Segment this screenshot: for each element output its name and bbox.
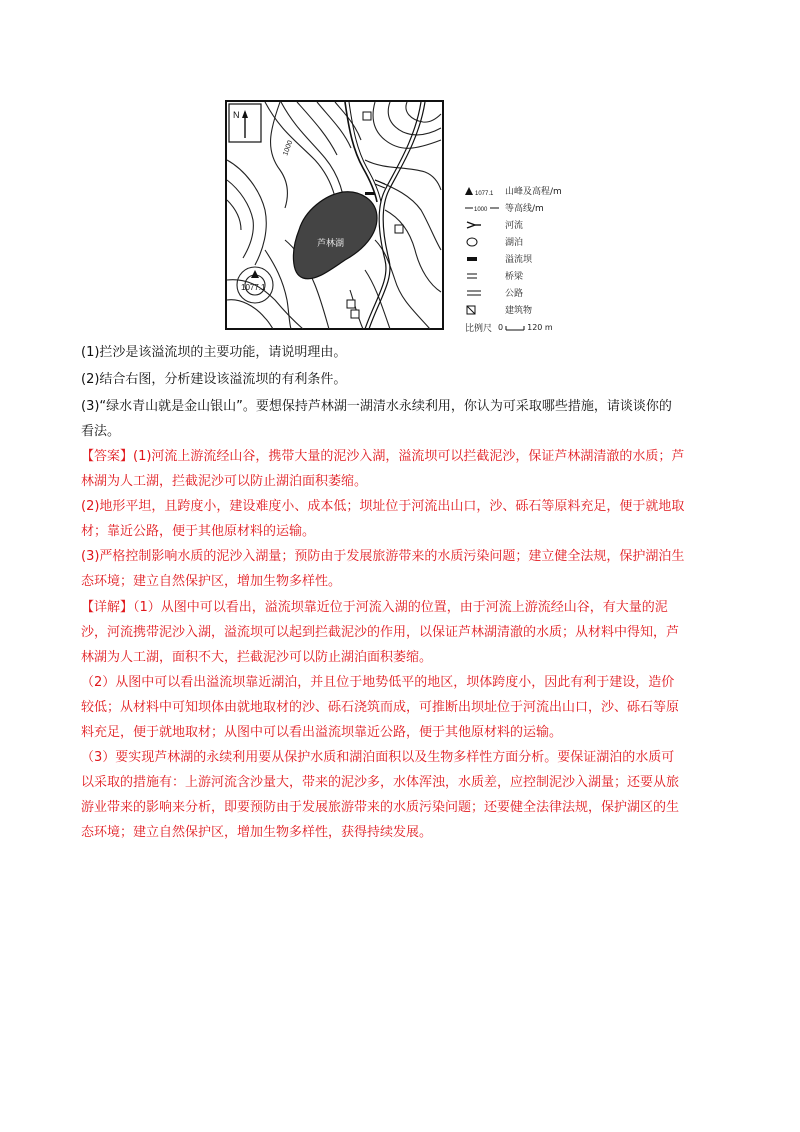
scale-label: 比例尺 [465, 324, 493, 334]
legend-label: 等高线/m [505, 204, 544, 214]
detail-line: （2）从图中可以看出溢流坝靠近湖泊，并且位于地势低平的地区，坝体跨度小，因此有利于建设，造价 [81, 675, 675, 690]
legend-label: 溢流坝 [505, 255, 533, 265]
dam-mark [365, 192, 375, 195]
river-icon [465, 219, 499, 231]
question-2: (2)结合右图，分析建设该溢流坝的有利条件。 [81, 372, 347, 387]
legend-label: 公路 [505, 289, 524, 299]
detail-line: 态环境；建立自然保护区，增加生物多样性，获得持续发展。 [81, 825, 433, 840]
contour-line-icon [465, 202, 499, 214]
legend-item [465, 250, 605, 267]
detail-line: 料充足，便于就地取材；从图中可以看出溢流坝靠近公路，便于其他原材料的运输。 [81, 725, 563, 740]
map-legend [465, 182, 605, 336]
legend-label: 湖泊 [505, 238, 524, 248]
svg-text:1077.1: 1077.1 [475, 190, 494, 196]
answer-line: 【答案】(1)河流上游流经山谷，携带大量的泥沙入湖，溢流坝可以拦截泥沙，保证芦林湖清澈的水质；芦 [81, 449, 685, 464]
answer-line: 林湖为人工湖，拦截泥沙可以防止湖泊面积萎缩。 [81, 474, 368, 489]
scale-value: 120 m [527, 323, 553, 332]
detail-line: 【详解】（1）从图中可以看出，溢流坝靠近位于河流入湖的位置，由于河流上游流经山谷，有大量的泥 [81, 600, 668, 615]
detail-line: 较低；从材料中可知坝体由就地取材的沙、砾石浇筑而成，可推断出坝址位于河流出山口，沙、砾石等原 [81, 700, 680, 715]
peak-label: 1077.1 [241, 283, 266, 292]
answer-line: (3)严格控制影响水质的泥沙入湖量；预防由于发展旅游带来的水质污染问题；建立健全法规，保护湖泊生 [81, 549, 685, 564]
detail-line: 林湖为人工湖，面积不大，拦截泥沙可以防止湖泊面积萎缩。 [81, 650, 433, 665]
detail-block [81, 595, 723, 845]
lake-label: 芦林湖 [317, 238, 345, 248]
dam-icon [465, 253, 499, 265]
map-figure [225, 100, 600, 332]
answer-line: (2)地形平坦，且跨度小，建设难度小、成本低；坝址位于河流出山口，沙、砾石等原料充足，便于就地取 [81, 499, 685, 514]
question-3-cont: 看法。 [81, 424, 121, 439]
detail-line: 以采取的措施有：上游河流含沙量大，带来的泥沙多，水体浑浊，水质差，应控制泥沙入湖量；还要从旅 [81, 775, 680, 790]
road-icon [465, 287, 499, 299]
topographic-map [225, 100, 444, 330]
building-icon [465, 304, 499, 316]
legend-item [465, 199, 605, 216]
scale-bar-icon [505, 324, 525, 332]
legend-item [465, 233, 605, 250]
detail-line: 沙，河流携带泥沙入湖，溢流坝可以起到拦截泥沙的作用，以保证芦林湖清澈的水质；从材料中得知，芦 [81, 625, 680, 640]
bridge-icon [465, 270, 499, 282]
answer-line: 态环境；建立自然保护区，增加生物多样性。 [81, 574, 342, 589]
detail-tag: 【详解】 [81, 600, 134, 615]
legend-label: 建筑物 [505, 306, 533, 316]
svg-text:1000: 1000 [474, 206, 488, 213]
scale-zero: 0 [498, 323, 504, 332]
legend-item [465, 301, 605, 318]
question-1: (1)拦沙是该溢流坝的主要功能，请说明理由。 [81, 345, 347, 360]
legend-item [465, 284, 605, 301]
scale-bar [465, 319, 605, 336]
question-3: (3)“绿水青山就是金山银山”。要想保持芦林湖一湖清水永续利用，你认为可采取哪些措施，请谈谈你的 [81, 399, 672, 414]
answer-tag: 【答案】 [81, 449, 134, 464]
answer-block [81, 444, 723, 594]
legend-item [465, 216, 605, 233]
answer-line: 材；靠近公路，便于其他原材料的运输。 [81, 524, 316, 539]
detail-line: （3）要实现芦林湖的永续利用要从保护水质和湖泊面积以及生物多样性方面分析。要保证湖泊的水质可 [81, 750, 675, 765]
lake-icon [465, 236, 499, 248]
legend-label: 河流 [505, 221, 524, 231]
legend-item [465, 267, 605, 284]
north-label: N [233, 110, 240, 120]
detail-line: 游业带来的影响来分析，即要预防由于发展旅游带来的水质污染问题；还要健全法律法规，保护湖区的生 [81, 800, 680, 815]
legend-label: 山峰及高程/m [505, 187, 562, 197]
legend-item [465, 182, 605, 199]
legend-label: 桥梁 [505, 272, 524, 282]
peak-icon [465, 185, 499, 197]
contour-label: 1000 [282, 139, 295, 157]
